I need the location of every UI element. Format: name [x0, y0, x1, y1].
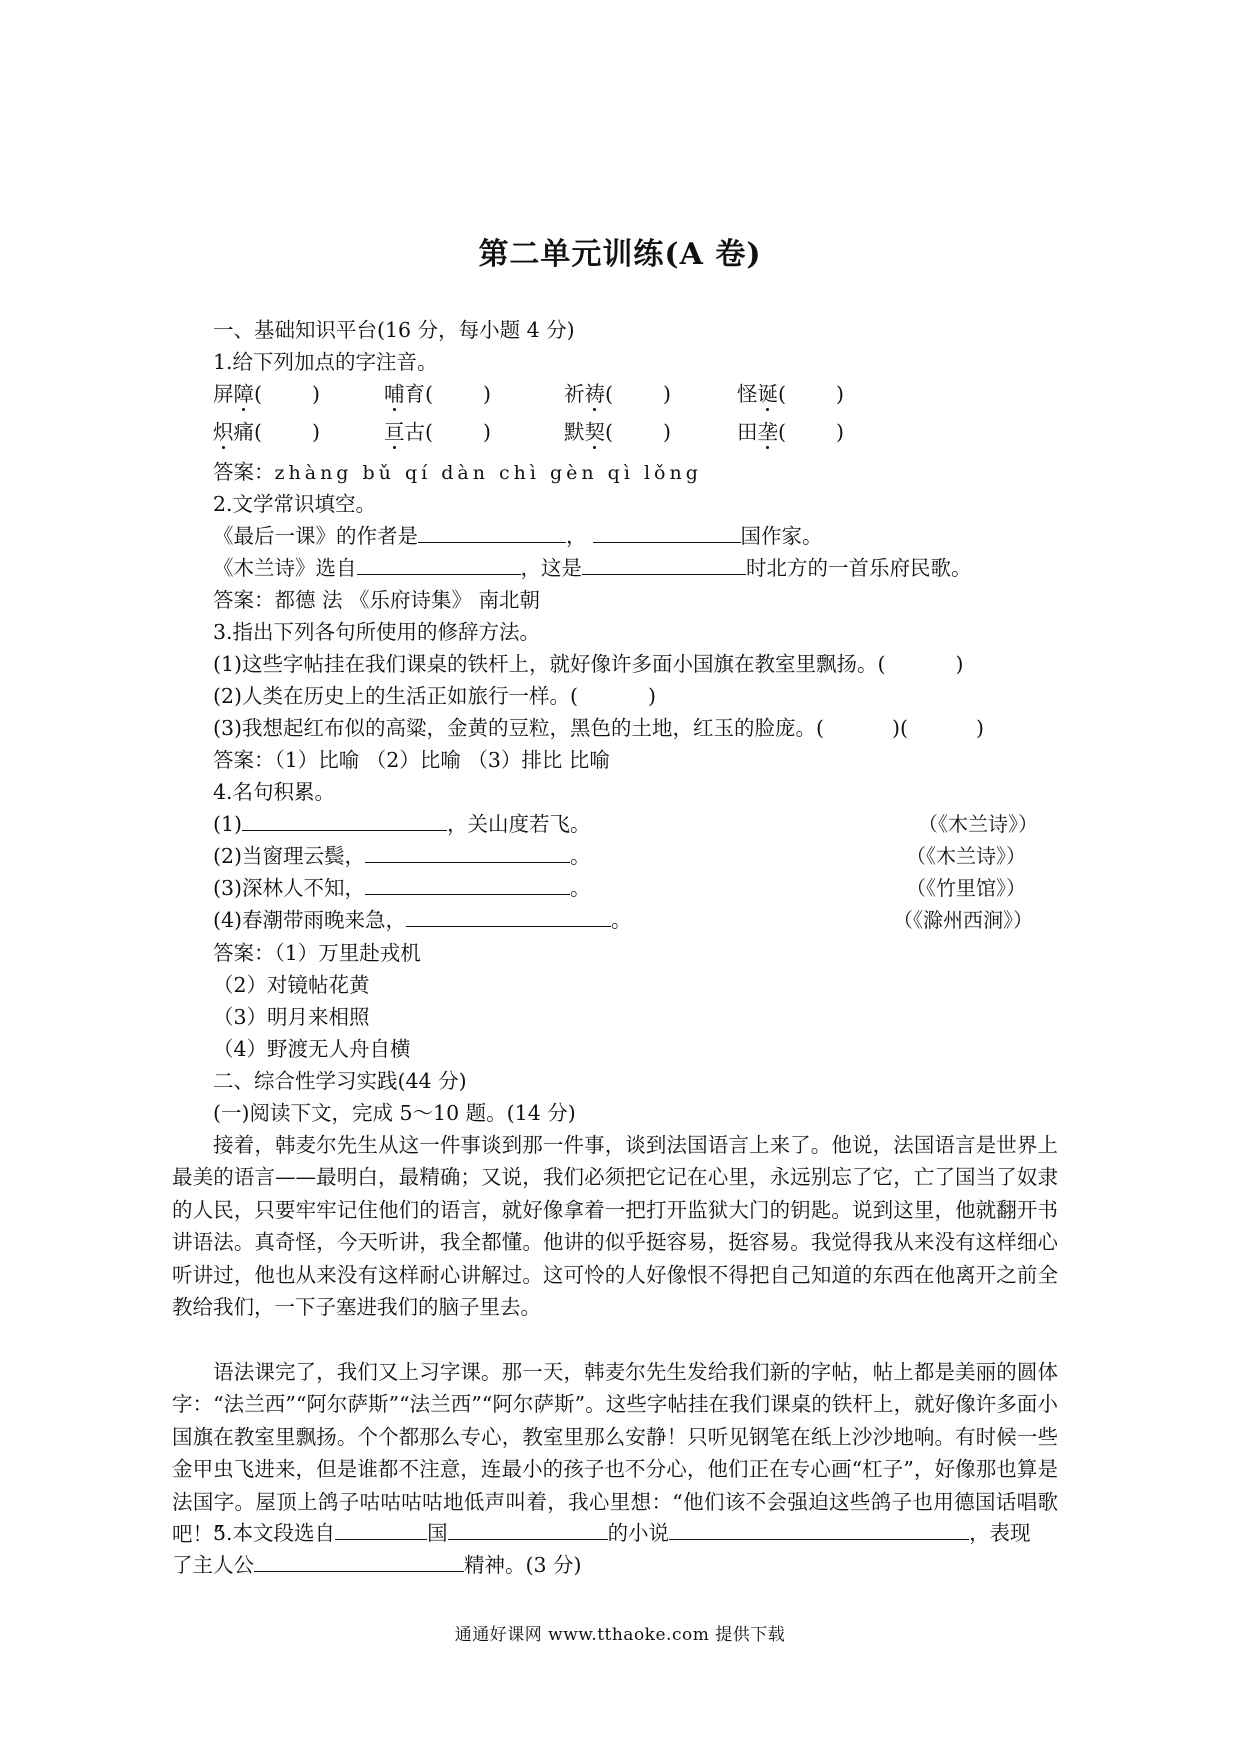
q4-answer3: （3）明月来相照: [213, 1005, 370, 1029]
q4-source4: （《滁州西涧》）: [893, 908, 1033, 932]
q4-source2: （《木兰诗》）: [906, 844, 1026, 868]
page-title: 第二单元训练(A 卷): [478, 237, 762, 272]
q2-line1: 《最后一课》的作者是 ， 国作家。: [213, 524, 823, 548]
q2-answer: 答案：都德 法 《乐府诗集》 南北朝: [213, 588, 541, 612]
q1-prompt: 1.给下列加点的字注音。: [213, 350, 438, 374]
pinyin-item: 田垄( ): [737, 420, 844, 444]
q3-s3: (3)我想起红布似的高粱，金黄的豆粒，黑色的土地，红玉的脸庞。( )( ): [213, 716, 985, 740]
pinyin-item: 默契( ): [564, 420, 671, 444]
pinyin-item: 屏障( ): [213, 382, 320, 406]
q4-answer1: 答案：（1）万里赴戎机: [213, 941, 421, 965]
page-footer: 通通好课网 www.tthaoke.com 提供下载: [454, 1625, 786, 1645]
q2-prompt: 2.文学常识填空。: [213, 492, 377, 516]
q4-source3: （《竹里馆》）: [906, 876, 1026, 900]
q4-line3: (3)深林人不知， 。: [213, 876, 591, 900]
section1-heading: 一、基础知识平台(16 分，每小题 4 分): [213, 318, 575, 342]
q4-line2: (2)当窗理云鬓， 。: [213, 844, 591, 868]
q4-line4: (4)春潮带雨晚来急， 。: [213, 908, 632, 932]
passage-paragraph-2: 语法课完了，我们又上习字课。那一天，韩麦尔先生发给我们新的字帖，帖上都是美丽的圆体字：“法兰西”“阿尔萨斯”“法兰西”“阿尔萨斯”。这些字帖挂在我们课桌的铁杆上，就好像许多面小国旗在教室里飘扬。个个都那么专心，教室里那么安静！只听见钢笔在纸上沙沙地响。有时候一些金甲虫飞进来，但是谁都不注意，连最小的孩子也不分心，他们正在专心画“杠子”，好像那也算是法国字。屋顶上鸽子咕咕咕咕地低声叫着，我心里想：“他们该不会强迫这些鸽子也用德国话唱歌吧！”: [172, 1360, 1058, 1547]
q5-line1: 5.本文段选自 国 的小说 ，表现: [213, 1521, 1031, 1545]
passage-paragraph-1: 接着，韩麦尔先生从这一件事谈到那一件事，谈到法国语言上来了。他说，法国语言是世界上最美的语言——最明白，最精确；又说，我们必须把它记在心里，永远别忘了它，亡了国当了奴隶的人民，只要牢牢记住他们的语言，就好像拿着一把打开监狱大门的钥匙。说到这里，他就翻开书讲语法。真奇怪，今天听讲，我全都懂。他讲的似乎挺容易，挺容易。我觉得我从来没有这样细心听讲过，他也从来没有这样耐心讲解过。这可怜的人好像恨不得把自己知道的东西在他离开之前全教给我们，一下子塞进我们的脑子里去。: [172, 1133, 1058, 1320]
pinyin-item: 怪诞( ): [737, 382, 844, 406]
q4-prompt: 4.名句积累。: [213, 780, 336, 804]
pinyin-item: 亘古( ): [384, 420, 491, 444]
q4-answer2: （2）对镜帖花黄: [213, 973, 370, 997]
q3-s1: (1)这些字帖挂在我们课桌的铁杆上，就好像许多面小国旗在教室里飘扬。( ): [213, 652, 964, 676]
reading-instructions: (一)阅读下文，完成 5～10 题。(14 分): [213, 1101, 576, 1125]
pinyin-item: 哺育( ): [384, 382, 491, 406]
q1-answer: 答案：zhàng bǔ qí dàn chì gèn qì lǒng: [213, 460, 702, 484]
pinyin-item: 祈祷( ): [564, 382, 671, 406]
q3-s2: (2)人类在历史上的生活正如旅行一样。( ): [213, 684, 657, 708]
q4-line1: (1) ，关山度若飞。: [213, 812, 591, 836]
pinyin-item: 炽痛( ): [213, 420, 320, 444]
q4-source1: （《木兰诗》）: [918, 812, 1038, 836]
q2-line2: 《木兰诗》选自 ，这是 时北方的一首乐府民歌。: [213, 556, 972, 580]
q3-answer: 答案：（1）比喻 （2）比喻 （3）排比 比喻: [213, 748, 610, 772]
q3-prompt: 3.指出下列各句所使用的修辞方法。: [213, 620, 541, 644]
q4-answer4: （4）野渡无人舟自横: [213, 1037, 411, 1061]
q5-line2: 了主人公 精神。(3 分): [172, 1553, 582, 1577]
section2-heading: 二、综合性学习实践(44 分): [213, 1069, 467, 1093]
